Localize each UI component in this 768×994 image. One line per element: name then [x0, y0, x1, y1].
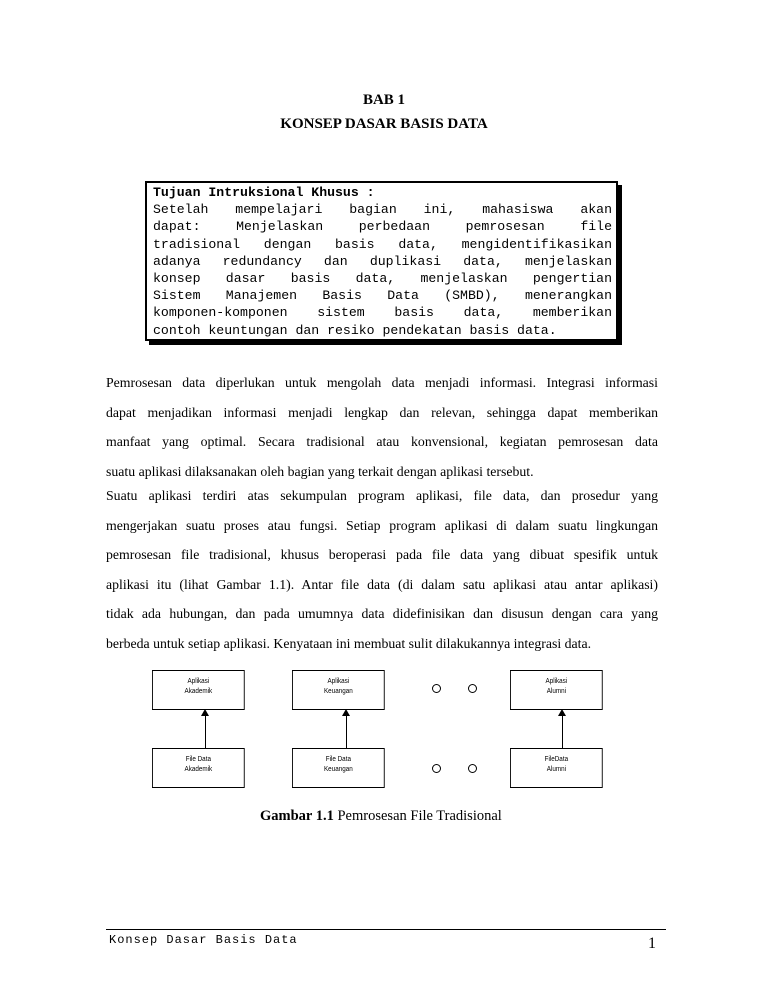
file-box-akademik: [152, 748, 245, 788]
objective-line: konsep dasar basis data, menjelaskan pengertian: [153, 271, 612, 287]
connector-line: [562, 715, 563, 748]
file-box-line: Akademik: [184, 766, 213, 773]
paragraph-2: [106, 481, 658, 658]
paragraph-line: pemrosesan file tradisional, khusus beroperasi pada file data yang dibuat spesifik untuk: [106, 547, 658, 562]
chapter-number: BAB 1: [362, 92, 406, 108]
app-box-line: Aplikasi: [187, 678, 210, 685]
figure-caption-text: Pemrosesan File Tradisional: [333, 808, 502, 824]
paragraph-line: suatu aplikasi dilaksanakan oleh bagian yang terkait dengan aplikasi tersebut.: [106, 463, 534, 479]
paragraph-line: aplikasi itu (lihat Gambar 1.1). Antar file data (di dalam satu aplikasi atau antar aplikasi): [106, 576, 658, 592]
paragraph-line: mengerjakan suatu proses atau fungsi. Setiap program aplikasi di dalam suatu lingkungan: [106, 517, 658, 533]
arrow-up-icon: [342, 709, 350, 716]
app-box-keuangan: [292, 670, 385, 710]
figure-caption-label: Gambar 1.1: [260, 808, 334, 824]
ellipsis-circle-icon: [468, 764, 477, 773]
objective-line: komponen-komponen sistem basis data, memberikan: [153, 305, 612, 321]
app-box-akademik: [152, 670, 245, 710]
paragraph-line: Suatu aplikasi terdiri atas sekumpulan program aplikasi, file data, dan prosedur yang: [106, 488, 658, 503]
chapter-title: KONSEP DASAR BASIS DATA: [280, 116, 488, 132]
objective-line: Sistem Manajemen Basis Data (SMBD), menerangkan: [153, 288, 612, 304]
file-box-line: Alumni: [546, 766, 566, 773]
figure-caption: [260, 808, 502, 825]
ellipsis-circle-icon: [468, 684, 477, 693]
file-box-line: File Data: [325, 756, 351, 763]
app-box-line: Keuangan: [323, 688, 353, 695]
objective-line: adanya redundancy dan duplikasi data, menjelaskan: [153, 253, 612, 269]
paragraph-line: Pemrosesan data diperlukan untuk mengolah data menjadi informasi. Integrasi informasi: [106, 375, 658, 390]
paragraph-line: berbeda untuk setiap aplikasi. Kenyataan ini membuat sulit dilakukannya integrasi data.: [106, 635, 592, 651]
app-box-line: Akademik: [184, 688, 213, 695]
paragraph-line: tidak ada hubungan, dan pada umumnya data didefinisikan dan disusun dengan cara yang: [106, 606, 658, 621]
file-box-line: FileData: [544, 756, 569, 763]
app-box-alumni: [510, 670, 603, 710]
file-box-keuangan: [292, 748, 385, 788]
file-box-alumni: [510, 748, 603, 788]
app-box-line: Alumni: [546, 688, 566, 695]
paragraph-1: [106, 368, 658, 486]
objective-line: tradisional dengan basis data, mengidentifikasikan: [153, 236, 612, 252]
objective-line: dapat: Menjelaskan perbedaan pemrosesan file: [153, 219, 612, 235]
file-box-line: Keuangan: [323, 766, 353, 773]
objective-line: contoh keuntungan dan resiko pendekatan basis data.: [153, 322, 557, 338]
arrow-up-icon: [558, 709, 566, 716]
ellipsis-circle-icon: [432, 764, 441, 773]
connector-line: [346, 715, 347, 748]
arrow-up-icon: [201, 709, 209, 716]
page-number: 1: [648, 935, 656, 952]
objective-heading: Tujuan Intruksional Khusus :: [153, 185, 375, 200]
app-box-line: Aplikasi: [545, 678, 568, 685]
connector-line: [205, 715, 206, 748]
footer-divider: [106, 929, 666, 930]
footer-title: Konsep Dasar Basis Data: [109, 933, 298, 947]
objective-line: Setelah mempelajari bagian ini, mahasiswa akan: [153, 202, 612, 218]
paragraph-line: manfaat yang optimal. Secara tradisional atau konvensional, kegiatan pemrosesan data: [106, 434, 658, 449]
app-box-line: Aplikasi: [327, 678, 350, 685]
objective-box: [145, 181, 618, 341]
ellipsis-circle-icon: [432, 684, 441, 693]
file-box-line: File Data: [185, 756, 211, 763]
paragraph-line: dapat menjadikan informasi menjadi lengkap dan relevan, sehingga dapat memberikan: [106, 404, 658, 420]
